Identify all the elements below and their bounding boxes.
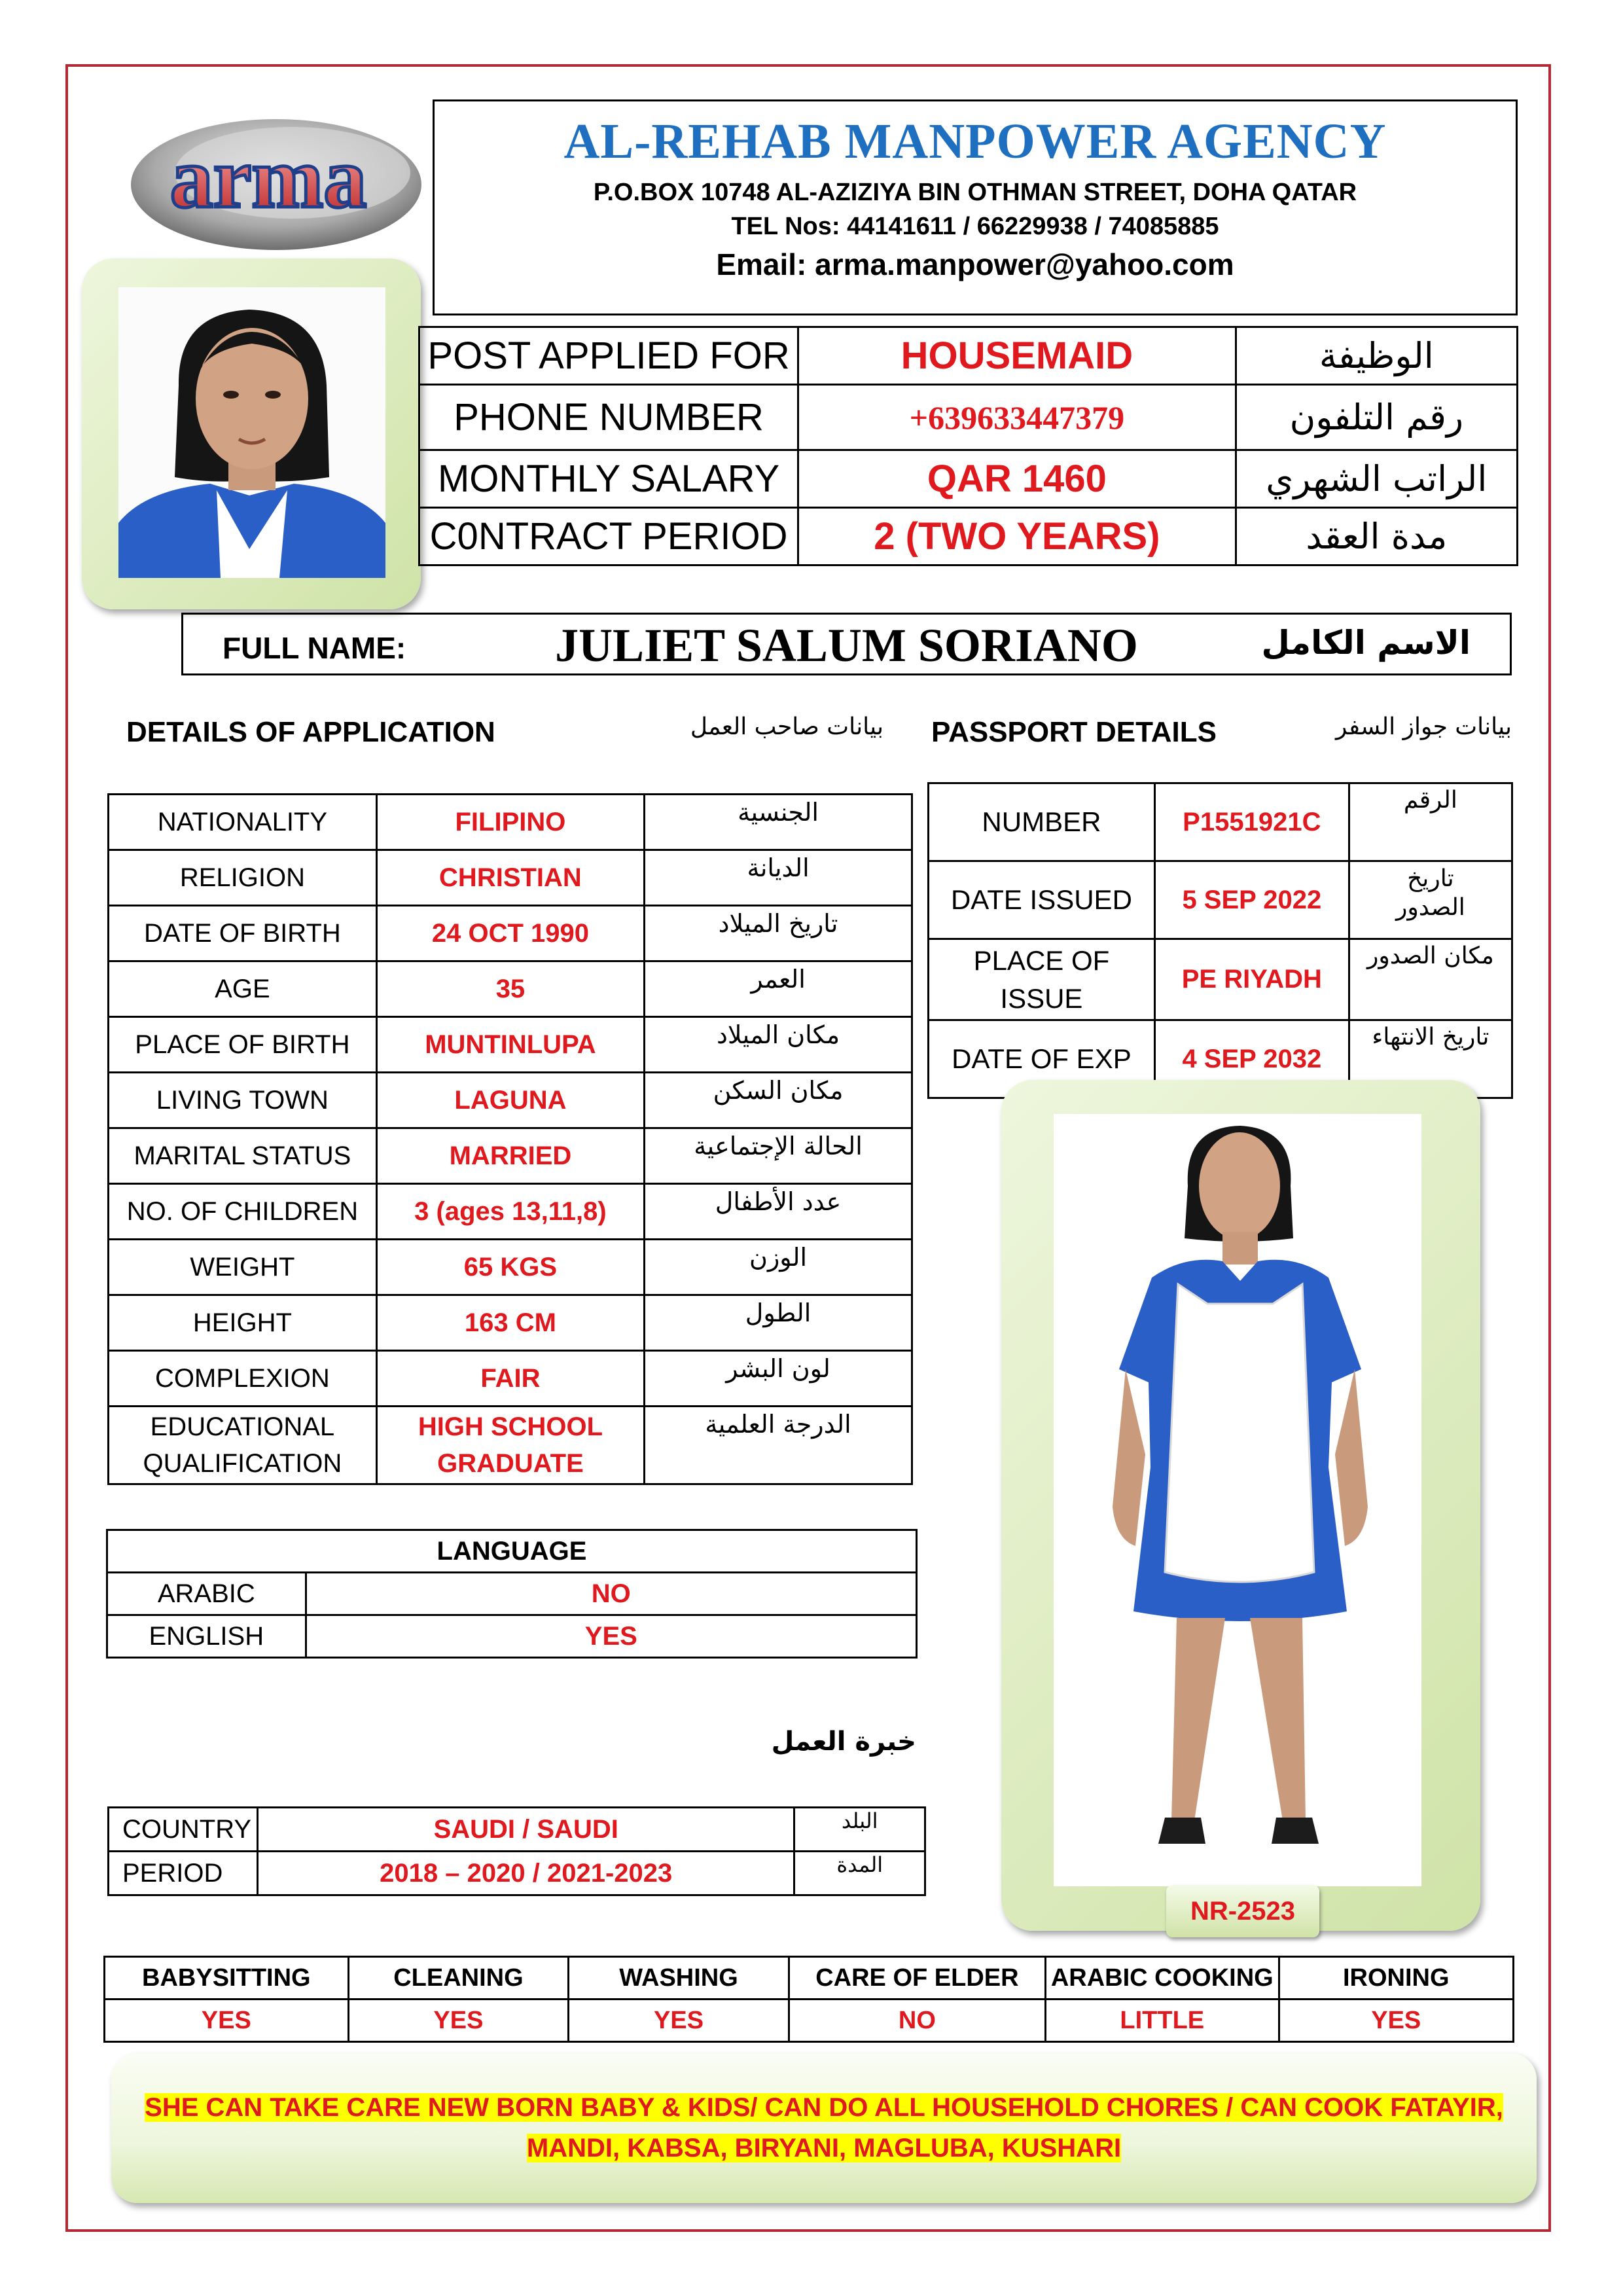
details-arabic: لون البشر xyxy=(645,1351,912,1407)
details-arabic: الدرجة العلمية xyxy=(645,1407,912,1484)
skill-value: YES xyxy=(569,2000,789,2042)
passport-row xyxy=(929,783,1512,861)
details-value: 3 (ages 13,11,8) xyxy=(376,1184,644,1240)
summary-row xyxy=(419,385,1518,450)
details-label: MARITAL STATUS xyxy=(109,1128,377,1184)
passport-heading: PASSPORT DETAILS xyxy=(931,716,1217,748)
remarks-line-1: SHE CAN TAKE CARE NEW BORN BABY & KIDS/ CAN DO ALL HOUSEHOLD CHORES / CAN COOK FATAYIR, xyxy=(145,2093,1503,2122)
experience-value: 2018 – 2020 / 2021-2023 xyxy=(257,1852,794,1895)
details-label: RELIGION xyxy=(109,850,377,906)
passport-arabic: الرقم xyxy=(1349,783,1512,861)
passport-arabic: تاريخ الانتهاء xyxy=(1349,1020,1512,1098)
agency-address: P.O.BOX 10748 AL-AZIZIYA BIN OTHMAN STREET, DOHA QATAR xyxy=(593,179,1357,206)
summary-arabic: الراتب الشهري xyxy=(1236,450,1517,508)
details-value: 24 OCT 1990 xyxy=(376,906,644,961)
skills-table xyxy=(103,1956,1514,2043)
passport-arabic: مكان الصدور xyxy=(1349,939,1512,1020)
details-row xyxy=(109,850,912,906)
work-experience-table xyxy=(107,1806,926,1896)
details-row xyxy=(109,1240,912,1295)
details-arabic: الحالة الإجتماعية xyxy=(645,1128,912,1184)
skill-value: LITTLE xyxy=(1046,2000,1279,2042)
language-value: YES xyxy=(306,1615,916,1658)
summary-value: QAR 1460 xyxy=(798,450,1236,508)
details-row xyxy=(109,961,912,1017)
details-table xyxy=(107,793,913,1485)
language-label: ARABIC xyxy=(107,1573,306,1615)
details-label: COMPLEXION xyxy=(109,1351,377,1407)
summary-arabic: الوظيفة xyxy=(1236,327,1517,385)
experience-label: PERIOD xyxy=(109,1852,258,1895)
summary-row xyxy=(419,450,1518,508)
summary-label: C0NTRACT PERIOD xyxy=(419,508,798,565)
details-value: CHRISTIAN xyxy=(376,850,644,906)
passport-label: PLACE OF ISSUE xyxy=(929,939,1155,1020)
details-arabic: عدد الأطفال xyxy=(645,1184,912,1240)
agency-header xyxy=(433,99,1518,315)
passport-value: PE RIYADH xyxy=(1154,939,1349,1020)
passport-label: DATE ISSUED xyxy=(929,861,1155,939)
details-label: EDUCATIONAL QUALIFICATION xyxy=(109,1407,377,1484)
portrait-photo xyxy=(118,287,385,578)
full-name-label: FULL NAME: xyxy=(223,631,406,665)
details-arabic: العمر xyxy=(645,961,912,1017)
details-arabic: تاريخ الميلاد xyxy=(645,906,912,961)
passport-value: 5 SEP 2022 xyxy=(1154,861,1349,939)
summary-value: +639633447379 xyxy=(798,385,1236,450)
details-arabic: الجنسية xyxy=(645,795,912,850)
skill-label: CARE OF ELDER xyxy=(789,1957,1045,2000)
skill-label: ARABIC COOKING xyxy=(1046,1957,1279,2000)
skill-label: BABYSITTING xyxy=(105,1957,349,2000)
experience-label: COUNTRY xyxy=(109,1808,258,1852)
full-name-arabic: الاسم الكامل xyxy=(1261,624,1471,662)
details-arabic: الطول xyxy=(645,1295,912,1351)
skill-value: YES xyxy=(105,2000,349,2042)
reference-code: NR-2523 xyxy=(1190,1897,1296,1926)
summary-arabic: مدة العقد xyxy=(1236,508,1517,565)
skill-label: WASHING xyxy=(569,1957,789,2000)
work-experience-heading: خبرة العمل xyxy=(771,1727,916,1757)
agency-email: Email: arma.manpower@yahoo.com xyxy=(716,247,1234,281)
summary-arabic: رقم التلفون xyxy=(1236,385,1517,450)
passport-heading-arabic: بيانات جواز السفر xyxy=(1335,713,1512,740)
passport-row xyxy=(929,861,1512,939)
details-value: LAGUNA xyxy=(376,1073,644,1128)
details-value: FAIR xyxy=(376,1351,644,1407)
details-value: HIGH SCHOOL GRADUATE xyxy=(376,1407,644,1484)
language-value: NO xyxy=(306,1573,916,1615)
details-heading: DETAILS OF APPLICATION xyxy=(126,716,495,748)
details-row xyxy=(109,1128,912,1184)
passport-row xyxy=(929,939,1512,1020)
skills-header-row xyxy=(105,1957,1514,2000)
details-value: 35 xyxy=(376,961,644,1017)
summary-value: 2 (TWO YEARS) xyxy=(798,508,1236,565)
details-label: NO. OF CHILDREN xyxy=(109,1184,377,1240)
remarks-text xyxy=(137,2087,1510,2168)
application-summary-table xyxy=(418,326,1518,566)
details-label: WEIGHT xyxy=(109,1240,377,1295)
full-body-photo xyxy=(1054,1114,1421,1886)
summary-label: MONTHLY SALARY xyxy=(419,450,798,508)
summary-label: POST APPLIED FOR xyxy=(419,327,798,385)
details-arabic: مكان الميلاد xyxy=(645,1017,912,1073)
details-arabic: مكان السكن xyxy=(645,1073,912,1128)
details-row xyxy=(109,1073,912,1128)
passport-value: 4 SEP 2032 xyxy=(1154,1020,1349,1098)
details-value: 65 KGS xyxy=(376,1240,644,1295)
logo-text: arma xyxy=(169,130,367,226)
passport-arabic: تاريخ الصدور xyxy=(1349,861,1512,939)
skill-label: IRONING xyxy=(1279,1957,1513,2000)
details-row xyxy=(109,1017,912,1073)
full-name-value: JULIET SALUM SORIANO xyxy=(555,619,1138,672)
details-row xyxy=(109,1407,912,1484)
summary-label: PHONE NUMBER xyxy=(419,385,798,450)
details-label: DATE OF BIRTH xyxy=(109,906,377,961)
details-label: PLACE OF BIRTH xyxy=(109,1017,377,1073)
details-value: 163 CM xyxy=(376,1295,644,1351)
experience-arabic: البلد xyxy=(794,1808,925,1852)
details-label: HEIGHT xyxy=(109,1295,377,1351)
passport-label: NUMBER xyxy=(929,783,1155,861)
passport-table xyxy=(927,782,1513,1099)
details-row xyxy=(109,906,912,961)
language-label: ENGLISH xyxy=(107,1615,306,1658)
details-arabic: الديانة xyxy=(645,850,912,906)
language-heading: LANGUAGE xyxy=(107,1530,917,1573)
details-label: AGE xyxy=(109,961,377,1017)
full-body-photo-frame xyxy=(1001,1080,1480,1931)
skill-value: NO xyxy=(789,2000,1045,2042)
details-row xyxy=(109,795,912,850)
portrait-photo-frame xyxy=(82,259,421,609)
details-row xyxy=(109,1184,912,1240)
details-value: FILIPINO xyxy=(376,795,644,850)
remarks-line-2: MANDI, KABSA, BIRYANI, MAGLUBA, KUSHARI xyxy=(526,2134,1122,2162)
summary-row xyxy=(419,508,1518,565)
experience-arabic: المدة xyxy=(794,1852,925,1895)
agency-logo xyxy=(119,107,427,258)
experience-value: SAUDI / SAUDI xyxy=(257,1808,794,1852)
summary-row xyxy=(419,327,1518,385)
agency-name: AL-REHAB MANPOWER AGENCY xyxy=(563,114,1387,169)
details-label: LIVING TOWN xyxy=(109,1073,377,1128)
details-label: NATIONALITY xyxy=(109,795,377,850)
details-value: MARRIED xyxy=(376,1128,644,1184)
passport-label: DATE OF EXP xyxy=(929,1020,1155,1098)
details-value: MUNTINLUPA xyxy=(376,1017,644,1073)
skill-value: YES xyxy=(1279,2000,1513,2042)
remarks-box xyxy=(111,2053,1537,2203)
details-arabic: الوزن xyxy=(645,1240,912,1295)
skills-value-row xyxy=(105,2000,1514,2042)
details-row xyxy=(109,1351,912,1407)
agency-phone: TEL Nos: 44141611 / 66229938 / 74085885 xyxy=(731,213,1219,240)
language-table xyxy=(106,1529,918,1659)
full-name-box xyxy=(181,613,1512,675)
details-row xyxy=(109,1295,912,1351)
passport-value: P1551921C xyxy=(1154,783,1349,861)
summary-value: HOUSEMAID xyxy=(798,327,1236,385)
reference-code-badge xyxy=(1166,1885,1319,1937)
skill-label: CLEANING xyxy=(348,1957,569,2000)
details-heading-arabic: بيانات صاحب العمل xyxy=(690,713,883,740)
skill-value: YES xyxy=(348,2000,569,2042)
